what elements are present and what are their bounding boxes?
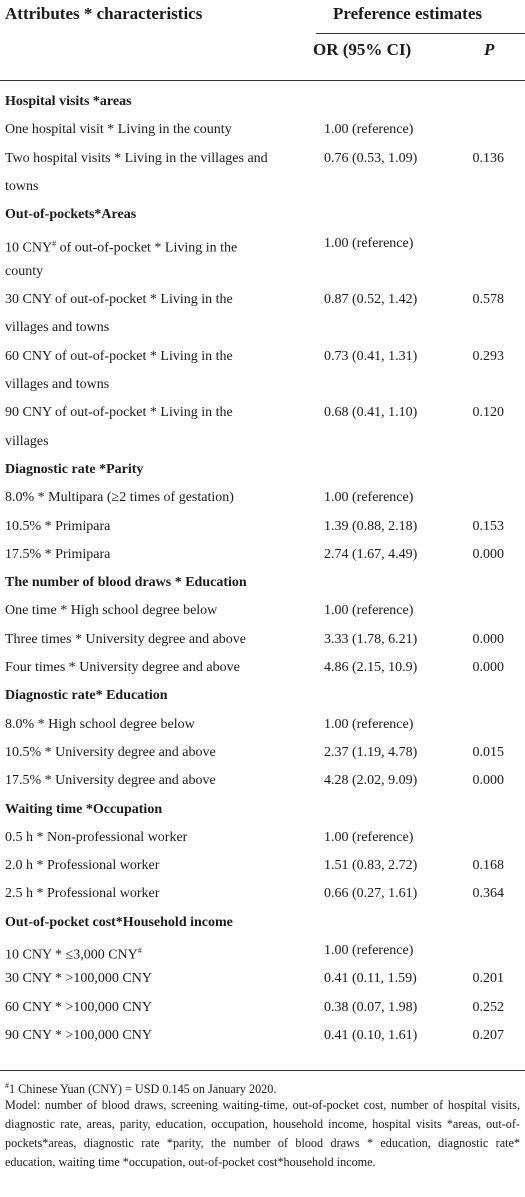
row-label: 0.5 h * Non-professional worker	[5, 829, 188, 845]
row-label: 30 CNY * >100,000 CNY	[5, 971, 152, 987]
row-or-ci: 0.41 (0.10, 1.61)	[324, 1027, 418, 1043]
row-p-value: 0.201	[472, 971, 504, 987]
row-or-ci: 1.51 (0.83, 2.72)	[324, 858, 418, 874]
row-or-ci: 1.00 (reference)	[324, 603, 414, 619]
row-label: 2.0 h * Professional worker	[5, 858, 160, 874]
section-heading: The number of blood draws * Education	[5, 575, 247, 591]
row-label-continued: villages and towns	[5, 377, 110, 392]
header-subrule	[316, 33, 525, 34]
row-label: One hospital visit * Living in the county	[5, 122, 232, 138]
section-heading: Out-of-pocket cost*Household income	[5, 914, 233, 930]
row-label: 10.5% * Primipara	[5, 518, 111, 534]
header-rule	[0, 80, 525, 81]
row-label: 60 CNY * >100,000 CNY	[5, 999, 152, 1015]
row-or-ci: 2.74 (1.67, 4.49)	[324, 546, 418, 562]
row-or-ci: 0.41 (0.11, 1.59)	[324, 971, 417, 987]
row-p-value: 0.000	[472, 631, 504, 647]
row-label: 30 CNY of out-of-pocket * Living in the	[5, 292, 233, 308]
row-or-ci: 4.86 (2.15, 10.9)	[324, 660, 418, 675]
row-or-ci: 0.73 (0.41, 1.31)	[324, 348, 418, 364]
row-label: 90 CNY * >100,000 CNY	[5, 1027, 152, 1043]
row-label: 17.5% * Primipara	[5, 546, 111, 562]
footnote-marker: #	[5, 1081, 9, 1090]
row-or-ci: 1.00 (reference)	[324, 943, 414, 958]
row-p-value: 0.168	[472, 858, 504, 874]
section-heading: Out-of-pockets*Areas	[5, 207, 137, 223]
row-label: Three times * University degree and above	[5, 631, 247, 647]
row-p-value: 0.293	[472, 348, 504, 364]
row-p-value: 0.364	[472, 886, 504, 902]
row-or-ci: 1.00 (reference)	[324, 235, 414, 251]
section-heading: Diagnostic rate *Parity	[5, 461, 144, 477]
row-p-value: 0.153	[472, 518, 504, 534]
row-or-ci: 1.00 (reference)	[324, 716, 414, 732]
row-p-value: 0.578	[472, 292, 504, 308]
row-label: 2.5 h * Professional worker	[5, 886, 160, 902]
row-or-ci: 4.28 (2.02, 9.09)	[324, 773, 418, 789]
row-or-ci: 1.00 (reference)	[324, 122, 414, 138]
footnote-marker: #	[137, 946, 142, 955]
row-p-value: 0.136	[472, 150, 504, 166]
row-label: Four times * University degree and above	[5, 660, 240, 675]
row-or-ci: 3.33 (1.78, 6.21)	[324, 631, 418, 647]
row-label: Two hospital visits * Living in the villages and	[5, 150, 268, 166]
header-p: P	[484, 40, 495, 59]
row-label: One time * High school degree below	[5, 603, 218, 619]
row-p-value: 0.000	[472, 773, 504, 789]
row-p-value: 0.000	[472, 546, 504, 562]
row-or-ci: 1.00 (reference)	[324, 490, 414, 506]
footnote-model	[5, 1096, 520, 1172]
row-p-value: 0.000	[472, 660, 504, 675]
row-label-continued: villages and towns	[5, 320, 110, 336]
row-p-value: 0.252	[472, 999, 504, 1015]
footnote-marker: #	[52, 238, 57, 248]
row-p-value: 0.207	[472, 1027, 504, 1043]
row-p-value: 0.120	[472, 405, 504, 421]
section-heading: Hospital visits *areas	[5, 94, 132, 109]
header-or-ci: OR (95% CI)	[313, 40, 412, 59]
header-preference-estimates: Preference estimates	[333, 4, 482, 23]
row-label-continued: county	[5, 263, 44, 279]
row-or-ci: 0.66 (0.27, 1.61)	[324, 886, 418, 902]
row-label: 8.0% * High school degree below	[5, 716, 195, 732]
row-p-value: 0.015	[472, 744, 504, 760]
row-label: 8.0% * Multipara (≥2 times of gestation)	[5, 490, 234, 506]
section-heading: Diagnostic rate* Education	[5, 688, 168, 704]
row-or-ci: 0.68 (0.41, 1.10)	[324, 405, 418, 421]
row-label: 10 CNY * ≤3,000 CNY#	[5, 946, 142, 963]
bottom-rule	[0, 1070, 525, 1071]
row-label: 10 CNY# of out-of-pocket * Living in the	[5, 238, 238, 256]
row-label: 60 CNY of out-of-pocket * Living in the	[5, 348, 233, 364]
section-heading: Waiting time *Occupation	[5, 801, 163, 817]
row-or-ci: 0.76 (0.53, 1.09)	[324, 150, 418, 166]
row-or-ci: 2.37 (1.19, 4.78)	[324, 744, 418, 760]
row-label-continued: villages	[5, 433, 49, 449]
row-label: 10.5% * University degree and above	[5, 744, 216, 760]
row-or-ci: 1.00 (reference)	[324, 829, 414, 845]
row-label-continued: towns	[5, 178, 39, 194]
header-attributes: Attributes * characteristics	[5, 4, 203, 23]
footnote-model-text: Model: number of blood draws, screening waiting-time, out-of-pocket cost, number of hospital visits, diagnostic rate, areas, parity, education, occupation, household income, hospital visits *areas, out-of-pockets*areas, diagnostic rate *parity, the number of blood draws * education, diagnostic rate* education, waiting time *occupation, out-of-pocket cost*household income.	[5, 1098, 520, 1169]
row-label: 17.5% * University degree and above	[5, 773, 216, 789]
row-or-ci: 0.38 (0.07, 1.98)	[324, 999, 418, 1015]
row-label: 90 CNY of out-of-pocket * Living in the	[5, 405, 233, 421]
row-or-ci: 0.87 (0.52, 1.42)	[324, 292, 418, 308]
footnote-currency-text: 1 Chinese Yuan (CNY) = USD 0.145 on January 2020.	[9, 1082, 277, 1097]
row-or-ci: 1.39 (0.88, 2.18)	[324, 518, 418, 534]
